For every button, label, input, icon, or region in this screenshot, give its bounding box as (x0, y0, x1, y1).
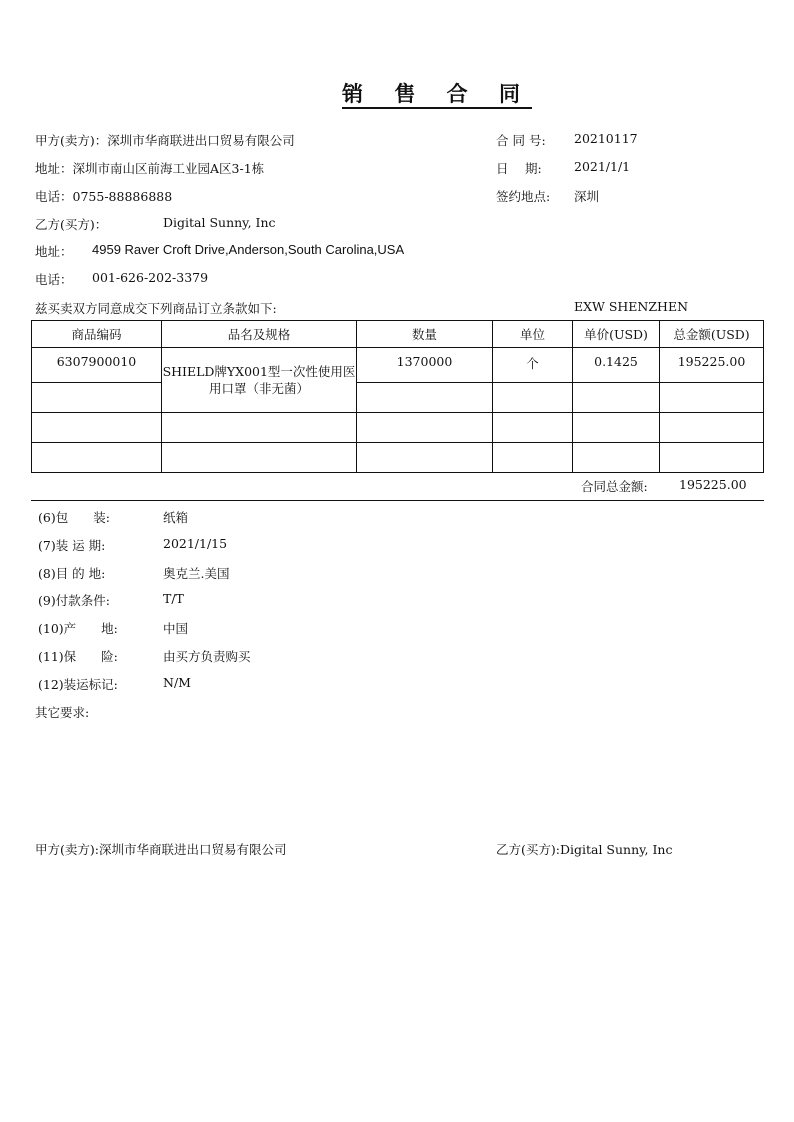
term-value-packing: 纸箱 (163, 510, 189, 525)
seller-label: 甲方(卖方)： (35, 133, 108, 148)
empty-cell (573, 383, 660, 413)
contract-no-label: 合 同 号: (496, 133, 546, 148)
trade-term: EXW SHENZHEN (574, 299, 689, 314)
term-value-marks: N/M (163, 675, 191, 690)
empty-cell (162, 443, 357, 473)
seller-address-line (35, 159, 264, 177)
empty-cell (493, 383, 573, 413)
empty-cell (573, 443, 660, 473)
table-row (32, 348, 764, 383)
contract-place: 深圳 (574, 189, 600, 204)
seller-name: 深圳市华商联进出口贸易有限公司 (107, 133, 295, 148)
signature-seller: 甲方(卖方):深圳市华商联进出口贸易有限公司 (35, 842, 287, 857)
total-divider (31, 500, 764, 501)
header-price: 单价(USD) (573, 321, 660, 348)
seller-phone: 0755-88886888 (72, 189, 173, 204)
contract-date-label: 日 期: (496, 161, 542, 176)
cell-unit: 个 (493, 348, 573, 383)
empty-cell (32, 383, 162, 413)
term-value-payment: T/T (163, 591, 184, 606)
seller-phone-label: 电话： (35, 189, 73, 204)
total-label: 合同总金额: (581, 479, 648, 494)
empty-cell (660, 443, 764, 473)
empty-cell (162, 413, 357, 443)
term-label-payment: (9)付款条件: (38, 593, 110, 608)
signature-buyer: 乙方(买方):Digital Sunny, Inc (496, 842, 673, 857)
goods-table (31, 320, 764, 473)
header-desc: 品名及规格 (162, 321, 357, 348)
buyer-label: 乙方(买方)： (35, 217, 108, 232)
empty-cell (357, 443, 493, 473)
empty-cell (660, 413, 764, 443)
empty-cell (32, 413, 162, 443)
empty-cell (660, 383, 764, 413)
buyer-phone-label: 电话： (35, 272, 73, 287)
empty-cell (32, 443, 162, 473)
empty-cell (493, 413, 573, 443)
empty-cell (357, 383, 493, 413)
cell-desc-line2: 用口罩（非无菌） (208, 381, 309, 396)
cell-code: 6307900010 (32, 348, 162, 383)
contract-no: 20210117 (574, 131, 638, 146)
header-amount: 总金额(USD) (660, 321, 764, 348)
term-value-origin: 中国 (163, 621, 189, 636)
term-value-destination: 奥克兰.美国 (163, 566, 230, 581)
table-header-row (32, 321, 764, 348)
contract-date: 2021/1/1 (574, 159, 631, 174)
buyer-phone: 001-626-202-3379 (92, 270, 209, 285)
term-label-packing: (6)包 装: (38, 510, 110, 525)
header-unit: 单位 (493, 321, 573, 348)
buyer-address-label: 地址： (35, 244, 73, 259)
empty-cell (573, 413, 660, 443)
cell-desc-line1: SHIELD牌YX001型一次性使用医 (162, 364, 356, 379)
term-value-shipment: 2021/1/15 (163, 536, 228, 551)
cell-desc (162, 348, 357, 413)
other-requirements-label: 其它要求: (35, 705, 90, 720)
term-label-insurance: (11)保 险: (38, 649, 118, 664)
seller-address: 深圳市南山区前海工业园A区3-1栋 (72, 161, 265, 176)
seller-address-label: 地址： (35, 161, 73, 176)
total-amount: 195225.00 (679, 477, 747, 492)
buyer-address: 4959 Raver Croft Drive,Anderson,South Carolina,USA (92, 242, 405, 257)
table-row (32, 383, 764, 413)
term-label-origin: (10)产 地: (38, 621, 118, 636)
cell-price: 0.1425 (573, 348, 660, 383)
intro-text: 兹买卖双方同意成交下列商品订立条款如下: (35, 301, 277, 316)
seller-line (35, 131, 295, 149)
term-label-shipment: (7)装 运 期: (38, 538, 106, 553)
contract-place-label: 签约地点: (496, 189, 551, 204)
document-title (0, 78, 794, 108)
empty-cell (357, 413, 493, 443)
buyer-name: Digital Sunny, Inc (163, 215, 276, 230)
term-label-marks: (12)装运标记: (38, 677, 118, 692)
cell-amount: 195225.00 (660, 348, 764, 383)
document-title-text: 销 售 合 同 (342, 81, 532, 109)
empty-cell (493, 443, 573, 473)
term-value-insurance: 由买方负责购买 (163, 649, 251, 664)
header-code: 商品编码 (32, 321, 162, 348)
term-label-destination: (8)目 的 地: (38, 566, 106, 581)
table-row (32, 413, 764, 443)
seller-phone-line (35, 187, 172, 205)
table-row (32, 443, 764, 473)
cell-qty: 1370000 (357, 348, 493, 383)
header-qty: 数量 (357, 321, 493, 348)
